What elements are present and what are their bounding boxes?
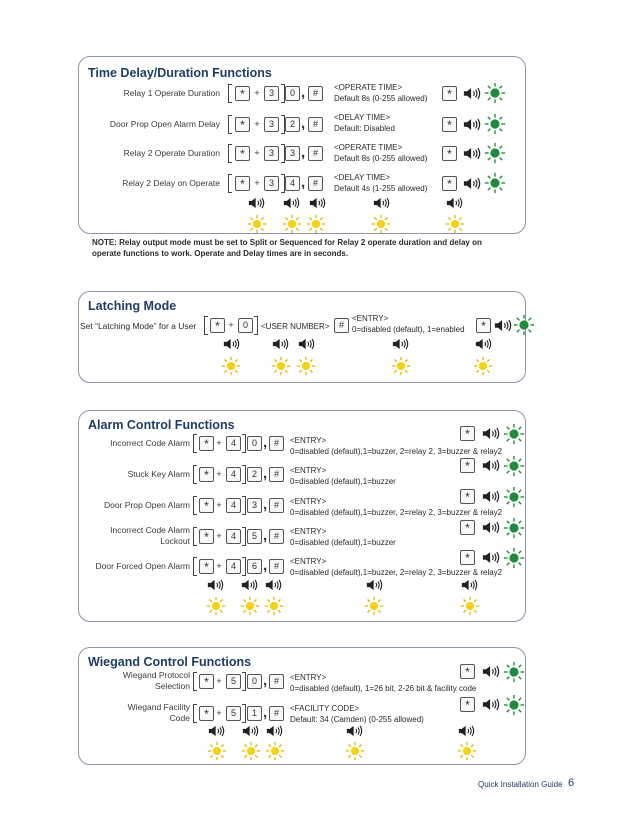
td-desc-line2: Default: Disabled <box>334 124 395 133</box>
digit-key: 2 <box>247 467 262 482</box>
note-line2: operate functions to work. Operate and Delay times are in seconds. <box>92 249 349 258</box>
yellow-led-icon <box>282 214 302 234</box>
wiegand-row-label-line2: Selection <box>155 681 190 691</box>
hash-key: # <box>308 117 323 132</box>
speaker-icon <box>265 579 282 591</box>
comma: , <box>263 496 268 513</box>
speaker-icon <box>482 698 500 711</box>
speaker-icon <box>461 579 478 591</box>
alarm-desc-line2: 0=disabled (default),1=buzzer <box>290 538 396 547</box>
speaker-icon <box>458 725 475 737</box>
speaker-icon <box>482 490 500 503</box>
hash-key: # <box>308 176 323 191</box>
star-key: * <box>199 706 214 721</box>
td-row-label: Door Prop Open Alarm Delay <box>109 119 220 129</box>
speaker-icon <box>208 725 225 737</box>
latching-desc-line2: 0=disabled (default), 1=enabled <box>352 325 465 334</box>
digit-key: 4 <box>226 498 241 513</box>
alarm-row-label: Door Forced Open Alarm <box>95 561 190 571</box>
yellow-led-icon <box>265 741 285 761</box>
speaker-icon <box>207 579 224 591</box>
star-key: * <box>460 426 475 441</box>
hash-key: # <box>269 436 284 451</box>
digit-key: 5 <box>226 706 241 721</box>
digit-key: 0 <box>285 86 300 101</box>
speaker-icon <box>373 197 390 209</box>
speaker-icon <box>446 197 463 209</box>
speaker-icon <box>463 147 481 160</box>
td-row-label: Relay 1 Operate Duration <box>123 88 220 98</box>
latching-label: Set “Latching Mode” for a User <box>80 321 197 331</box>
speaker-icon <box>475 338 492 350</box>
comma: , <box>263 465 268 482</box>
green-led-icon <box>503 661 525 683</box>
bracket-right <box>242 672 246 691</box>
wiegand-desc-line1: <FACILITY CODE> <box>290 704 360 713</box>
digit-key: 0 <box>247 674 262 689</box>
digit-key: 5 <box>226 674 241 689</box>
alarm-desc-line1: <ENTRY> <box>290 497 327 506</box>
yellow-led-icon <box>271 356 291 376</box>
speaker-icon <box>482 521 500 534</box>
hash-key: # <box>269 674 284 689</box>
digit-key: 4 <box>226 529 241 544</box>
speaker-icon <box>272 338 289 350</box>
bracket-right <box>242 527 246 546</box>
comma: , <box>301 144 306 161</box>
yellow-led-icon <box>345 741 365 761</box>
green-led-icon <box>503 423 525 445</box>
star-key: * <box>235 86 250 101</box>
alarm-desc-line2: 0=disabled (default),1=buzzer, 2=relay 2, 3=buzzer & relay2 <box>290 568 503 577</box>
comma: , <box>263 434 268 451</box>
alarm-desc-line1: <ENTRY> <box>290 466 327 475</box>
hash-key: # <box>269 706 284 721</box>
speaker-icon <box>482 665 500 678</box>
yellow-led-icon <box>296 356 316 376</box>
speaker-icon <box>298 338 315 350</box>
plus-sign: + <box>216 708 222 718</box>
alarm-desc-line1: <ENTRY> <box>290 527 327 536</box>
user-number: <USER NUMBER> <box>261 322 330 331</box>
digit-key: 3 <box>285 146 300 161</box>
plus-sign: + <box>254 148 260 158</box>
time-delay-title: Time Delay/Duration Functions <box>88 66 272 80</box>
star-key: * <box>235 146 250 161</box>
digit-key: 6 <box>247 559 262 574</box>
yellow-led-icon <box>445 214 465 234</box>
hash-key: # <box>269 498 284 513</box>
latching-desc-line1: <ENTRY> <box>352 314 389 323</box>
digit-key: 4 <box>226 467 241 482</box>
yellow-led-icon <box>241 741 261 761</box>
speaker-icon <box>248 197 265 209</box>
bracket-left <box>228 144 232 163</box>
digit-key: 3 <box>264 146 279 161</box>
speaker-icon <box>463 118 481 131</box>
speaker-icon <box>309 197 326 209</box>
comma: , <box>263 557 268 574</box>
star-key: * <box>199 529 214 544</box>
speaker-icon <box>482 551 500 564</box>
speaker-icon <box>463 177 481 190</box>
star-key: * <box>442 117 457 132</box>
yellow-led-icon <box>306 214 326 234</box>
alarm-desc-line1: <ENTRY> <box>290 436 327 445</box>
footer-guide: Quick Installation Guide <box>478 780 563 789</box>
bracket-right <box>242 496 246 515</box>
plus-sign: + <box>254 88 260 98</box>
digit-key: 3 <box>264 86 279 101</box>
wiegand-row-label-line2: Code <box>169 713 190 723</box>
hash-key: # <box>269 529 284 544</box>
wiegand-desc-line2: 0=disabled (default), 1=26 bit, 2-26 bit & facility code <box>290 684 477 693</box>
green-led-icon <box>484 142 506 164</box>
yellow-led-icon <box>221 356 241 376</box>
speaker-icon <box>494 319 512 332</box>
yellow-led-icon <box>247 214 267 234</box>
plus-sign: + <box>228 320 234 330</box>
td-row-label: Relay 2 Operate Duration <box>123 148 220 158</box>
plus-sign: + <box>216 469 222 479</box>
digit-key: 0 <box>247 436 262 451</box>
green-led-icon <box>484 113 506 135</box>
hash-key: # <box>269 467 284 482</box>
td-desc-line1: <DELAY TIME> <box>334 113 391 122</box>
td-desc-line2: Default 4s (1-255 allowed) <box>334 184 428 193</box>
bracket-right <box>242 704 246 723</box>
td-desc-line1: <DELAY TIME> <box>334 173 391 182</box>
bracket-right <box>254 316 258 335</box>
green-led-icon <box>503 517 525 539</box>
star-key: * <box>460 520 475 535</box>
alarm-row-label-line2: Lockout <box>160 536 190 546</box>
yellow-led-icon <box>364 596 384 616</box>
alarm-row-label: Stuck Key Alarm <box>127 469 190 479</box>
digit-key: 3 <box>247 498 262 513</box>
star-key: * <box>199 559 214 574</box>
star-key: * <box>235 176 250 191</box>
comma: , <box>263 527 268 544</box>
bracket-left <box>193 465 197 484</box>
green-led-icon <box>484 172 506 194</box>
alarm-row-label: Incorrect Code Alarm <box>110 438 190 448</box>
alarm-desc-line2: 0=disabled (default),1=buzzer <box>290 477 396 486</box>
hash-key: # <box>308 86 323 101</box>
star-key: * <box>199 467 214 482</box>
note-line1: NOTE: Relay output mode must be set to Split or Sequenced for Relay 2 operate duration and delay on <box>92 238 482 247</box>
star-key: * <box>210 318 225 333</box>
star-key: * <box>442 86 457 101</box>
green-led-icon <box>484 82 506 104</box>
green-led-icon <box>503 455 525 477</box>
bracket-left <box>204 316 208 335</box>
td-desc-line1: <OPERATE TIME> <box>334 143 403 152</box>
yellow-led-icon <box>264 596 284 616</box>
digit-key: 4 <box>226 436 241 451</box>
speaker-icon <box>482 427 500 440</box>
speaker-icon <box>266 725 283 737</box>
alarm-row-label: Incorrect Code Alarm <box>110 525 190 535</box>
green-led-icon <box>513 314 535 336</box>
star-key: * <box>199 498 214 513</box>
star-key: * <box>460 664 475 679</box>
bracket-right <box>242 557 246 576</box>
hash-key: # <box>334 318 349 333</box>
td-desc-line1: <OPERATE TIME> <box>334 83 403 92</box>
plus-sign: + <box>254 178 260 188</box>
digit-key: 5 <box>247 529 262 544</box>
hash-key: # <box>269 559 284 574</box>
yellow-led-icon <box>240 596 260 616</box>
yellow-led-icon <box>207 741 227 761</box>
plus-sign: + <box>216 500 222 510</box>
star-key: * <box>199 436 214 451</box>
digit-key: 4 <box>226 559 241 574</box>
digit-key: 2 <box>285 117 300 132</box>
digit-key: 4 <box>285 176 300 191</box>
speaker-icon <box>482 459 500 472</box>
alarm-desc-line2: 0=disabled (default),1=buzzer, 2=relay 2, 3=buzzer & relay2 <box>290 508 503 517</box>
yellow-led-icon <box>206 596 226 616</box>
latching-title: Latching Mode <box>88 299 177 313</box>
star-key: * <box>442 176 457 191</box>
yellow-led-icon <box>371 214 391 234</box>
speaker-icon <box>242 725 259 737</box>
plus-sign: + <box>216 531 222 541</box>
green-led-icon <box>503 486 525 508</box>
star-key: * <box>460 697 475 712</box>
yellow-led-icon <box>457 741 477 761</box>
bracket-left <box>228 84 232 103</box>
star-key: * <box>460 489 475 504</box>
wiegand-row-label: Wiegand Protocol <box>122 670 190 680</box>
digit-key: 1 <box>247 706 262 721</box>
wiegand-row-label: Wiegand Facility <box>127 702 190 712</box>
bracket-left <box>193 434 197 453</box>
bracket-left <box>228 115 232 134</box>
alarm-desc-line1: <ENTRY> <box>290 557 327 566</box>
digit-key: 3 <box>264 117 279 132</box>
speaker-icon <box>366 579 383 591</box>
bracket-left <box>193 557 197 576</box>
comma: , <box>263 672 268 689</box>
speaker-icon <box>283 197 300 209</box>
plus-sign: + <box>216 438 222 448</box>
comma: , <box>301 174 306 191</box>
comma: , <box>263 704 268 721</box>
star-key: * <box>442 146 457 161</box>
star-key: * <box>476 318 491 333</box>
speaker-icon <box>346 725 363 737</box>
bracket-right <box>242 465 246 484</box>
speaker-icon <box>463 87 481 100</box>
plus-sign: + <box>254 119 260 129</box>
star-key: * <box>460 550 475 565</box>
alarm-title: Alarm Control Functions <box>88 418 235 432</box>
bracket-left <box>193 496 197 515</box>
star-key: * <box>235 117 250 132</box>
wiegand-desc-line1: <ENTRY> <box>290 673 327 682</box>
hash-key: # <box>308 146 323 161</box>
page-number: 6 <box>568 777 575 789</box>
bracket-left <box>193 527 197 546</box>
speaker-icon <box>241 579 258 591</box>
td-row-label: Relay 2 Delay on Operate <box>122 178 220 188</box>
star-key: * <box>460 458 475 473</box>
star-key: * <box>199 674 214 689</box>
bracket-right <box>242 434 246 453</box>
green-led-icon <box>503 547 525 569</box>
plus-sign: + <box>216 561 222 571</box>
alarm-row-label: Door Prop Open Alarm <box>104 500 190 510</box>
digit-key: 3 <box>264 176 279 191</box>
speaker-icon <box>392 338 409 350</box>
bracket-left <box>228 174 232 193</box>
comma: , <box>301 115 306 132</box>
alarm-desc-line2: 0=disabled (default),1=buzzer, 2=relay 2, 3=buzzer & relay2 <box>290 447 503 456</box>
wiegand-title: Wiegand Control Functions <box>88 655 252 669</box>
td-desc-line2: Default 8s (0-255 allowed) <box>334 154 428 163</box>
td-desc-line2: Default 8s (0-255 allowed) <box>334 94 428 103</box>
yellow-led-icon <box>391 356 411 376</box>
bracket-left <box>193 704 197 723</box>
digit-key: 0 <box>238 318 253 333</box>
wiegand-desc-line2: Default: 34 (Camden) (0-255 allowed) <box>290 715 424 724</box>
yellow-led-icon <box>473 356 493 376</box>
green-led-icon <box>503 694 525 716</box>
yellow-led-icon <box>460 596 480 616</box>
plus-sign: + <box>216 676 222 686</box>
comma: , <box>301 84 306 101</box>
speaker-icon <box>223 338 240 350</box>
bracket-left <box>193 672 197 691</box>
